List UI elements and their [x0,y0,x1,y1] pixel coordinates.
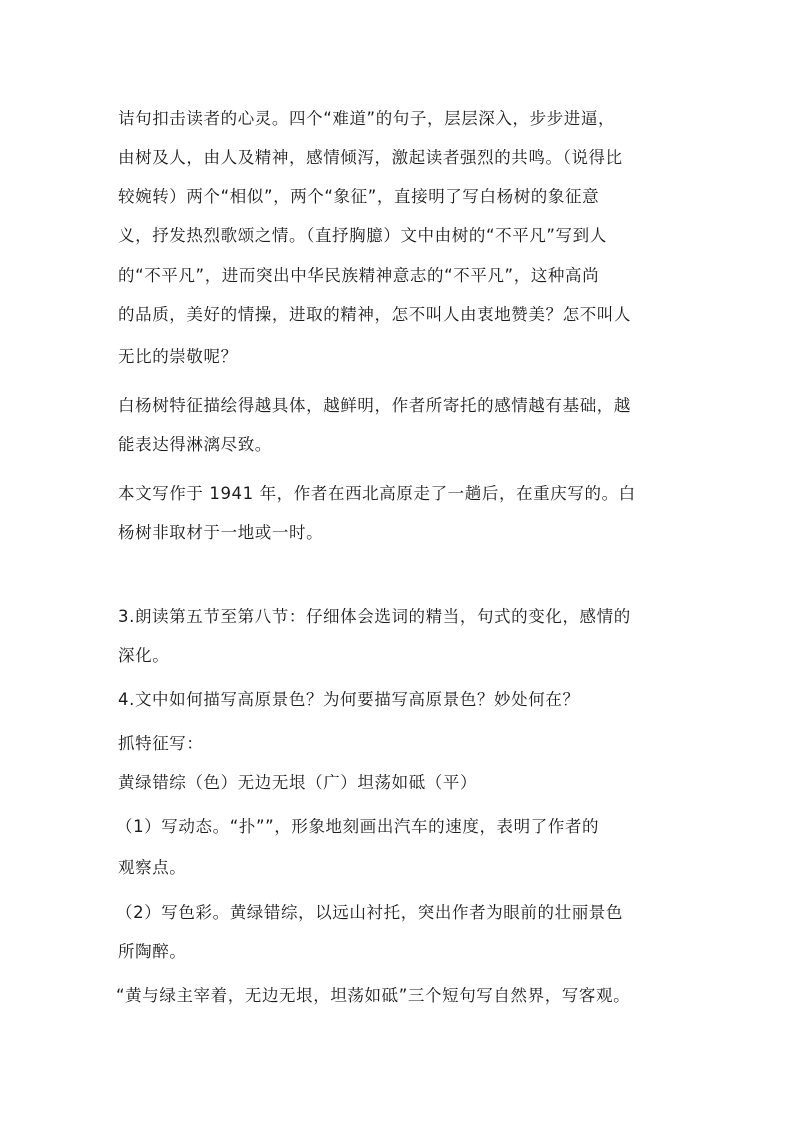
text-line: 抓特征写： [118,734,204,753]
text-line: （2）写色彩。黄绿错综，以远山衬托，突出作者为眼前的壮丽景色 [116,903,623,922]
text-line: 由树及人，由人及精神，感情倾泻，激起读者强烈的共鸣。（说得比 [118,148,623,167]
text-line: 观察点。 [118,858,187,877]
text-line: 4.文中如何描写高原景色？为何要描写高原景色？妙处何在？ [118,690,580,709]
text-line: 所陶醉。 [118,942,187,961]
text-line: （1）写动态。“扑””，形象地刻画出汽车的速度，表明了作者的 [116,817,600,836]
text-line: 的“不平凡”，进而突出中华民族精神意志的“不平凡”，这种高尚 [118,266,600,285]
text-line: 较婉转）两个“相似”，两个“象征”，直接明了写白杨树的象征意 [118,187,600,206]
text-line: 的品质，美好的情操，进取的精神，怎不叫人由衷地赞美？怎不叫人 [118,305,631,324]
text-line: 黄绿错综（色）无边无垠（广）坦荡如砥（平） [118,773,478,792]
text-line: 杨树非取材于一地或一时。 [118,523,324,542]
text-line: “黄与绿主宰着，无边无垠，坦荡如砥”三个短句写自然界，写客观。 [116,986,631,1005]
text-line: 白杨树特征描绘得越具体，越鲜明，作者所寄托的感情越有基础，越 [118,396,631,415]
text-line: 诘句扣击读者的心灵。四个“难道”的句子，层层深入，步步进逼， [118,109,616,128]
text-line: 义，抒发热烈歌颂之情。（直抒胸臆）文中由树的“不平凡”写到人 [118,226,607,245]
text-line: 3.朗读第五节至第八节：仔细体会选词的精当，句式的变化，感情的 [118,607,631,626]
text-line: 无比的崇敬呢？ [118,347,238,366]
text-line: 本文写作于 1941 年，作者在西北高原走了一趟后，在重庆写的。白 [118,484,636,503]
text-line: 能表达得淋漓尽致。 [118,435,272,454]
text-line: 深化。 [118,646,170,665]
